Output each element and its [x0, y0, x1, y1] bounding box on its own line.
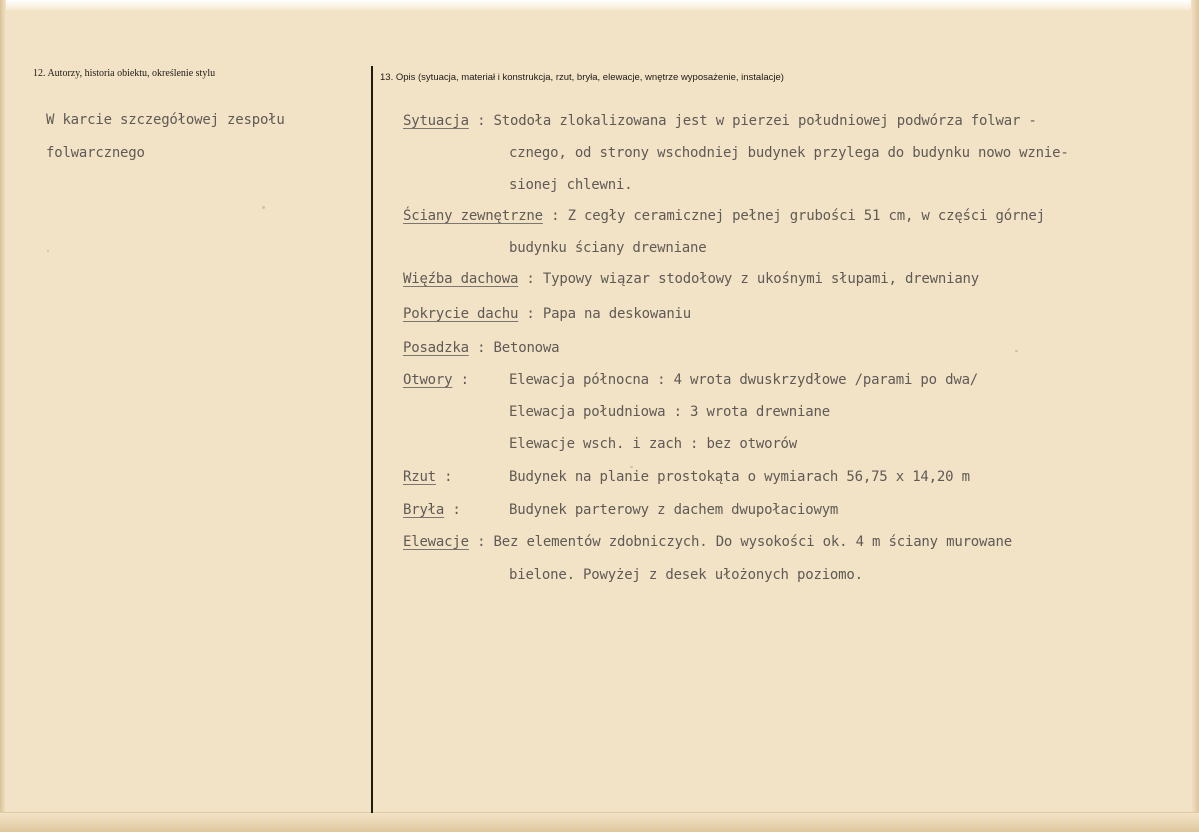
paper-speck	[1015, 350, 1018, 352]
entry-line: Z cegły ceramicznej pełnej grubości 51 cm, w części górnej	[567, 208, 1045, 224]
entry-label-wiezba-dachowa: Więźba dachowa	[403, 271, 519, 287]
entry-separator: :	[468, 340, 494, 356]
entry-elewacje-row	[403, 534, 1012, 550]
section-12-text-line: W karcie szczegółowej zespołu	[46, 112, 285, 128]
section-13-heading: 13. Opis (sytuacja, materiał i konstrukcja, rzut, bryła, elewacje, wnętrze wyposażenie, instalacje)	[380, 72, 784, 83]
paper-speck	[630, 466, 633, 468]
entry-line: Stodoła zlokalizowana jest w pierzei południowej podwórza folwar -	[493, 113, 1037, 129]
entry-label-rzut: Rzut	[403, 469, 436, 485]
entry-line: Budynek parterowy z dachem dwupołaciowym	[509, 502, 839, 518]
entry-line: sionej chlewni.	[509, 177, 633, 193]
paper-edge-left	[0, 0, 6, 832]
paper-edge-bottom	[0, 812, 1199, 832]
paper-edge-top	[0, 0, 1199, 10]
entry-label-sytuacja: Sytuacja	[403, 113, 469, 129]
section-12-heading: 12. Autorzy, historia obiektu, określenie stylu	[33, 68, 216, 79]
entry-line: cznego, od strony wschodniej budynek przylega do budynku nowo wznie-	[509, 145, 1069, 161]
paper-speck	[47, 250, 49, 252]
entry-separator: :	[518, 306, 543, 322]
paper-edge-right	[1191, 0, 1199, 832]
entry-label-elewacje: Elewacje	[403, 534, 469, 550]
entry-line: Elewacja północna : 4 wrota dwuskrzydłowe /parami po dwa/	[509, 372, 979, 388]
entry-otwory-label-cell	[403, 372, 469, 388]
column-divider	[371, 66, 373, 813]
entry-line: Bez elementów zdobniczych. Do wysokości ok. 4 m ściany murowane	[493, 534, 1012, 550]
entry-separator: :	[435, 469, 453, 485]
entry-line: Budynek na planie prostokąta o wymiarach 56,75 x 14,20 m	[509, 469, 970, 485]
entry-separator: :	[452, 372, 469, 388]
entry-pokrycie-row	[403, 306, 691, 322]
entry-sciany-row	[403, 208, 1045, 224]
entry-bryla-label-cell	[403, 502, 461, 518]
entry-label-otwory: Otwory	[403, 372, 453, 388]
entry-line: Typowy wiązar stodołowy z ukośnymi słupami, drewniany	[542, 271, 980, 287]
entry-separator: :	[444, 502, 461, 518]
entry-line: Betonowa	[493, 340, 560, 356]
entry-line: Elewacje wsch. i zach : bez otworów	[509, 436, 798, 452]
entry-separator: :	[468, 113, 494, 129]
entry-line: Papa na deskowaniu	[542, 306, 692, 322]
paper-speck	[262, 206, 265, 209]
entry-label-bryla: Bryła	[403, 502, 445, 518]
entry-label-posadzka: Posadzka	[403, 340, 469, 356]
entry-line: budynku ściany drewniane	[509, 240, 707, 256]
entry-separator: :	[468, 534, 494, 550]
entry-sytuacja-row	[403, 113, 1037, 129]
entry-line: Elewacja południowa : 3 wrota drewniane	[509, 404, 830, 420]
entry-line: bielone. Powyżej z desek ułożonych poziomo.	[509, 567, 863, 583]
entry-separator: :	[542, 208, 568, 224]
entry-separator: :	[518, 271, 543, 287]
section-12-text-line: folwarcznego	[46, 145, 145, 161]
entry-wiezba-row	[403, 271, 979, 287]
entry-label-pokrycie-dachu: Pokrycie dachu	[403, 306, 519, 322]
entry-rzut-label-cell	[403, 469, 452, 485]
entry-label-sciany-zewnetrzne: Ściany zewnętrzne	[403, 208, 543, 224]
entry-posadzka-row	[403, 340, 559, 356]
